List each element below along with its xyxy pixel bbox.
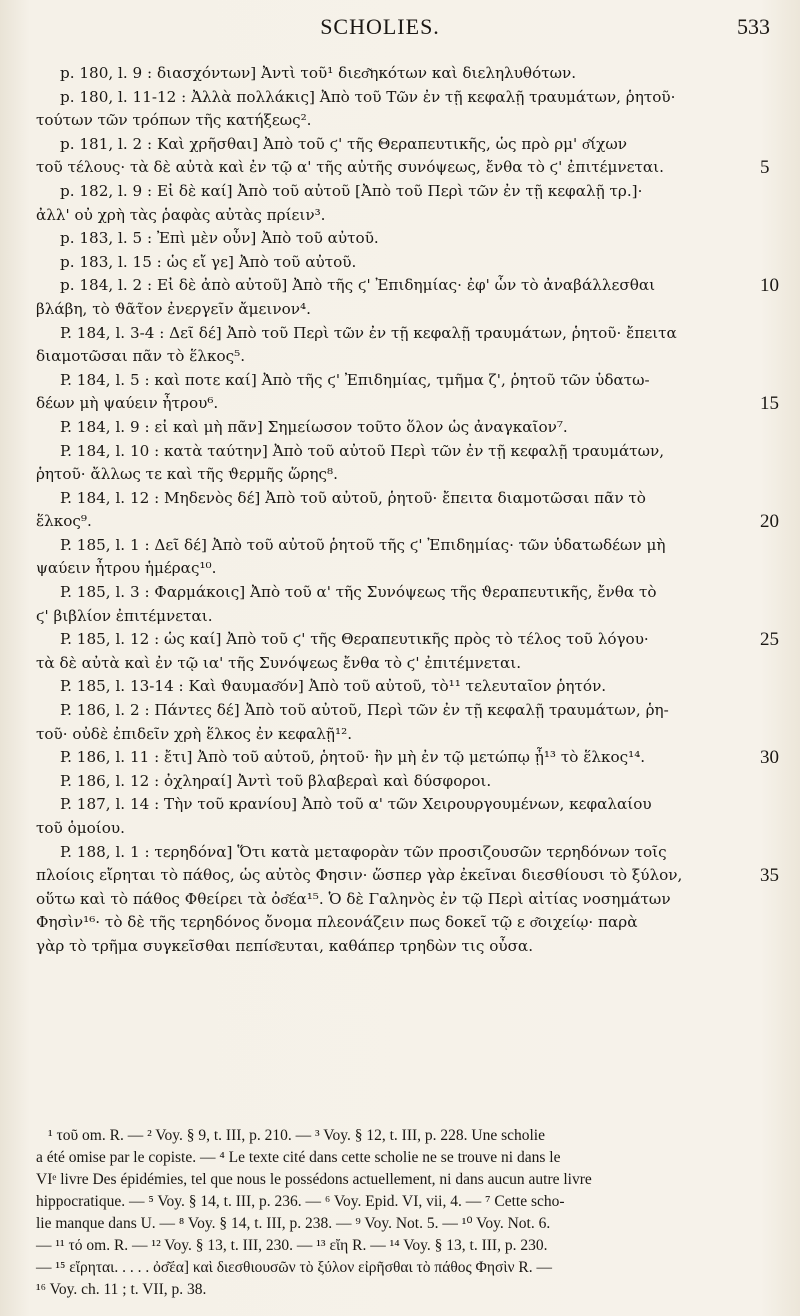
footnotes — [36, 1125, 760, 1301]
text-line — [36, 605, 750, 629]
line-text: P. 185, l. 3 : Φαρμάκοις] Ἀπὸ τοῦ α' τῆς Συνόψεως τῆς ϑεραπευτικῆς, ἔνθα τὸ — [60, 583, 657, 602]
line-text: τοῦ· οὐδὲ ἐπιδεῖν χρὴ ἕλκος ἐν κεφαλῇ¹². — [36, 724, 353, 743]
text-line — [36, 841, 750, 865]
line-number: 30 — [760, 747, 779, 769]
text-line — [36, 534, 750, 558]
running-title: SCHOLIES. — [320, 14, 440, 39]
text-line — [36, 652, 750, 676]
line-text: γὰρ τὸ τρῆμα συγκεῖσθαι πεπίσ͂ευται, καθάπερ τρηδὼν τις οὖσα. — [36, 936, 534, 955]
text-line — [36, 86, 750, 110]
line-text: τὰ δὲ αὐτὰ καὶ ἐν τῷ ια' τῆς Συνόψεως ἔνθα τὸ ϛ' ἐπιτέμνεται. — [36, 653, 522, 672]
line-text: Φησὶν¹⁶· τὸ δὲ τῆς τερηδόνος ὄνομα πλεονάζειν πως δοκεῖ τῷ ε σ͂οιχείῳ· παρὰ — [36, 913, 638, 932]
footnote-line: — ¹⁵ εἴρηται. . . . . ὀσ͂έα] καὶ διεσθιουσῶν τὸ ξύλον εἰρῆσθαι τὸ πάθος Φησὶν R. — — [36, 1259, 552, 1276]
text-line — [36, 557, 750, 581]
text-line — [36, 581, 750, 605]
text-line — [36, 133, 750, 157]
line-text: p. 180, l. 11-12 : Ἀλλὰ πολλάκις] Ἀπὸ τοῦ Τῶν ἐν τῇ κεφαλῇ τραυμάτων, ῥητοῦ· — [60, 87, 676, 106]
line-text: τοῦ τέλους· τὰ δὲ αὐτὰ καὶ ἐν τῷ α' τῆς αὐτῆς συνόψεως, ἔνθα τὸ ϛ' ἐπιτέμνεται. — [36, 158, 664, 177]
line-number: 25 — [760, 629, 779, 651]
line-text: τοῦ ὁμοίου. — [36, 819, 125, 837]
line-number: 15 — [760, 393, 779, 415]
line-number: 5 — [760, 157, 770, 179]
scholia-body — [36, 62, 779, 959]
text-line — [36, 204, 750, 228]
line-text: P. 188, l. 1 : τερηδόνα] Ὅτι κατὰ μεταφορὰν τῶν προσιζουσῶν τερηδόνων τοῖς — [60, 842, 667, 861]
footnote-line: hippocratique. — ⁵ Voy. § 14, t. III, p. 236. — ⁶ Voy. Epid. VI, vii, 4. — ⁷ Cette scho- — [36, 1193, 565, 1210]
text-line — [36, 699, 750, 723]
line-text: οὕτω καὶ τὸ πάθος Φθείρει τὰ ὀσ͂έα¹⁵. Ὁ δὲ Γαληνὸς ἐν τῷ Περὶ αἰτίας νοσημάτων — [36, 889, 671, 908]
text-line — [36, 345, 750, 369]
line-text: δέων μὴ ψαύειν ἦτρου⁶. — [36, 394, 219, 413]
page-header — [0, 14, 800, 44]
line-text: p. 180, l. 9 : διασχόντων] Ἀντὶ τοῦ¹ διεσ͂ηκότων καὶ διεληλυθότων. — [60, 64, 577, 82]
footnote-line: ¹ τοῦ om. R. — ² Voy. § 9, t. III, p. 210. — ³ Voy. § 12, t. III, p. 228. Une scholie — [48, 1127, 545, 1144]
text-line — [36, 369, 750, 393]
line-text: P. 184, l. 5 : καὶ ποτε καί] Ἀπὸ τῆς ϛ' Ἐπιδημίας, τμῆμα ζ', ῥητοῦ τῶν ὑδατω- — [60, 370, 650, 389]
text-line — [36, 487, 750, 511]
footnote-line: lie manque dans U. — ⁸ Voy. § 14, t. III, p. 238. — ⁹ Voy. Not. 5. — ¹⁰ Voy. Not. 6. — [36, 1215, 551, 1232]
line-text: p. 183, l. 5 : Ἐπὶ μὲν οὖν] Ἀπὸ τοῦ αὐτοῦ. — [60, 229, 379, 248]
line-text: p. 182, l. 9 : Εἰ δὲ καί] Ἀπὸ τοῦ αὐτοῦ [Ἀπὸ τοῦ Περὶ τῶν ἐν τῇ κεφαλῇ τρ.]· — [60, 181, 643, 200]
text-line — [36, 251, 750, 275]
text-line — [36, 864, 779, 888]
text-line — [36, 935, 750, 959]
footnote-line: ¹⁶ Voy. ch. 11 ; t. VII, p. 38. — [36, 1281, 207, 1298]
text-line — [36, 322, 750, 346]
line-text: P. 184, l. 9 : εἰ καὶ μὴ πᾶν] Σημείωσον τοῦτο ὅλον ὡς ἀναγκαῖον⁷. — [60, 417, 568, 436]
text-line — [36, 440, 750, 464]
text-line — [36, 675, 750, 699]
footnote-line: VIᵉ livre Des épidémies, tel que nous le possédons actuellement, ni dans aucun autre livre — [36, 1171, 592, 1188]
line-text: ἕλκος⁹. — [36, 512, 92, 531]
text-line — [36, 156, 770, 180]
line-text: P. 187, l. 14 : Τὴν τοῦ κρανίου] Ἀπὸ τοῦ α' τῶν Χειρουργουμένων, κεφαλαίου — [60, 795, 652, 814]
page-number: 533 — [737, 14, 770, 39]
footnote-line: a été omise par le copiste. — ⁴ Le texte cité dans cette scholie ne se trouve ni dans le — [36, 1149, 561, 1166]
line-text: ψαύειν ἦτρου ἡμέρας¹⁰. — [36, 559, 217, 578]
line-text: διαμοτῶσαι πᾶν τὸ ἕλκος⁵. — [36, 347, 246, 366]
text-line — [36, 180, 750, 204]
text-line — [36, 911, 750, 935]
line-number: 35 — [760, 865, 779, 887]
text-line — [36, 109, 750, 133]
line-text: P. 186, l. 11 : ἔτι] Ἀπὸ τοῦ αὐτοῦ, ῥητοῦ· ἢν μὴ ἐν τῷ μετώπῳ ᾖ¹³ τὸ ἕλκος¹⁴. — [60, 748, 646, 767]
line-number: 10 — [760, 275, 779, 297]
text-line — [36, 888, 750, 912]
text-line — [36, 723, 750, 747]
line-text: p. 184, l. 2 : Εἰ δὲ ἀπὸ αὐτοῦ] Ἀπὸ τῆς ϛ' Ἐπιδημίας· ἐφ' ὧν τὸ ἀναβάλλεσθαι — [60, 276, 656, 295]
text-line — [36, 746, 779, 770]
line-number: 20 — [760, 511, 779, 533]
line-text: P. 184, l. 12 : Μηδενὸς δέ] Ἀπὸ τοῦ αὐτοῦ, ῥητοῦ· ἔπειτα διαμοτῶσαι πᾶν τὸ — [60, 488, 646, 507]
line-text: P. 185, l. 1 : Δεῖ δέ] Ἀπὸ τοῦ αὐτοῦ ῥητοῦ τῆς ϛ' Ἐπιδημίας· τῶν ὑδατωδέων μὴ — [60, 535, 666, 554]
footnote-line: — ¹¹ τό om. R. — ¹² Voy. § 13, t. III, 230. — ¹³ εἴη R. — ¹⁴ Voy. § 13, t. III, p. 230. — [36, 1237, 548, 1254]
text-line — [36, 392, 779, 416]
line-text: P. 184, l. 10 : κατὰ ταύτην] Ἀπὸ τοῦ αὐτοῦ Περὶ τῶν ἐν τῇ κεφαλῇ τραυμάτων, — [60, 441, 665, 460]
line-text: P. 185, l. 13-14 : Καὶ ϑαυμασ͂όν] Ἀπὸ τοῦ αὐτοῦ, τὸ¹¹ τελευταῖον ῥητόν. — [60, 677, 607, 696]
line-text: P. 186, l. 2 : Πάντες δέ] Ἀπὸ τοῦ αὐτοῦ, Περὶ τῶν ἐν τῇ κεφαλῇ τραυμάτων, ῥη- — [60, 701, 669, 720]
text-line — [36, 463, 750, 487]
line-text: p. 183, l. 15 : ὡς εἴ γε] Ἀπὸ τοῦ αὐτοῦ. — [60, 252, 357, 271]
line-text: P. 186, l. 12 : ὀχληραί] Ἀντὶ τοῦ βλαβεραὶ καὶ δύσφοροι. — [60, 771, 492, 790]
line-text: ῥητοῦ· ἄλλως τε καὶ τῆς ϑερμῆς ὥρης⁸. — [36, 465, 338, 484]
line-text: τούτων τῶν τρόπων τῆς κατήξεως². — [36, 111, 312, 130]
line-text: P. 185, l. 12 : ὡς καί] Ἀπὸ τοῦ ϛ' τῆς Θεραπευτικῆς πρὸς τὸ τέλος τοῦ λόγου· — [60, 630, 649, 649]
text-line — [36, 62, 750, 86]
line-text: p. 181, l. 2 : Καὶ χρῆσθαι] Ἀπὸ τοῦ ϛ' τῆς Θεραπευτικῆς, ὡς πρὸ ρμ' σ͂ίχων — [60, 134, 627, 153]
text-line — [36, 510, 779, 534]
line-text: βλάβη, τὸ ϑᾶτ̃ον ἐνεργεῖν ἄμεινον⁴. — [36, 299, 311, 318]
text-line — [36, 227, 750, 251]
line-text: ἀλλ' οὐ χρὴ τὰς ῥαφὰς αὐτὰς πρίειν³. — [36, 205, 326, 224]
text-line — [36, 274, 779, 298]
line-text: ϛ' βιβλίον ἐπιτέμνεται. — [36, 606, 213, 625]
text-line — [36, 817, 750, 841]
text-line — [36, 770, 750, 794]
text-line — [36, 628, 779, 652]
text-line — [36, 298, 750, 322]
text-line — [36, 793, 750, 817]
line-text: P. 184, l. 3-4 : Δεῖ δέ] Ἀπὸ τοῦ Περὶ τῶν ἐν τῇ κεφαλῇ τραυμάτων, ῥητοῦ· ἔπειτα — [60, 323, 677, 342]
line-text: πλοίοις εἴρηται τὸ πάθος, ὡς αὐτὸς Φησιν· ὥσπερ γὰρ ἐκεῖναι διεσθίουσι τὸ ξύλον, — [36, 866, 683, 885]
text-line — [36, 416, 750, 440]
